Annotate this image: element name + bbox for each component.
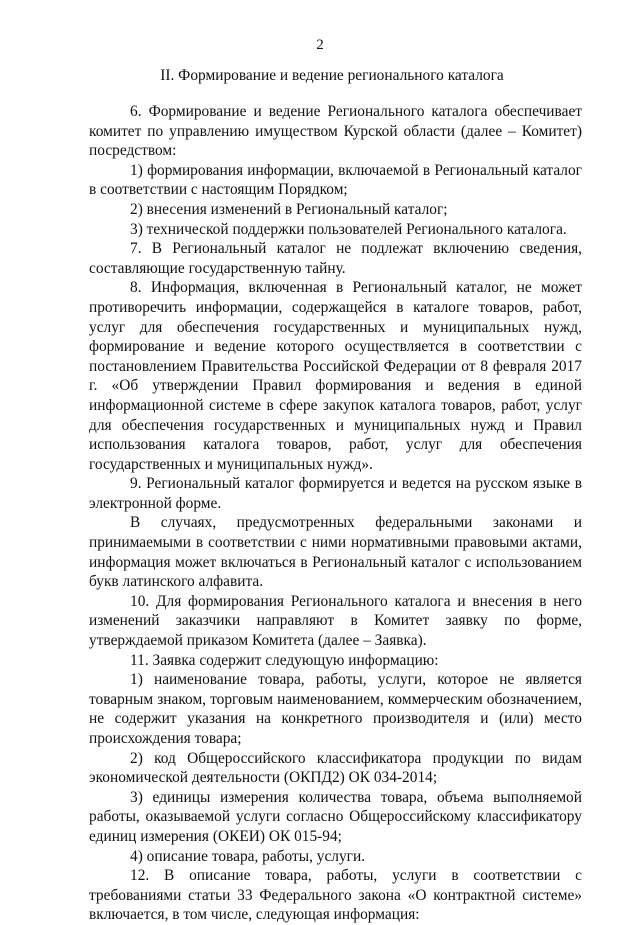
paragraph: 10. Для формирования Регионального каталога и внесения в него изменений заказчики направляют в Комитет заявку по форме, утверждаемой приказом Комитета (далее – Заявка). [89,592,582,650]
paragraph: 1) наименование товара, работы, услуги, которое не является товарным знаком, торговым наименованием, коммерческим обозначением, не содержит указания на конкретного производителя и (или) место происхождения товара; [89,671,582,747]
paragraph: 3) единицы измерения количества товара, объема выполняемой работы, оказываемой услуги согласно Общероссийскому классификатору единиц измерения (ОКЕИ) ОК 015-94; [89,788,582,845]
paragraph: 2) внесения изменений в Региональный каталог; [130,200,448,218]
paragraph: 8. Информация, включенная в Региональный каталог, не может противоречить информации, содержащейся в каталоге товаров, работ, услуг для обеспечения государственных и муниципальных нужд, формирование и ведение которого осуществляется в соответствии с постановлением Правительства Российской Федерации от 8 февраля 2017 г. «Об утверждении Правил формирования и ведения в единой информационной системе в сфере закупок каталога товаров, работ, услуг для обеспечения государственных и муниципальных нужд и Правил использования каталога товаров, работ, услуг для обеспечения государственных и муниципальных нужд». [89,279,582,473]
paragraph: 1) формирования информации, включаемой в Региональный каталог в соответствии с настоящим Порядком; [89,161,582,199]
section-title: II. Формирование и ведение регионального каталога [160,67,504,84]
paragraph: 2) код Общероссийского классификатора продукции по видам экономической деятельности (ОКПД2) ОК 034-2014; [89,749,582,787]
paragraph: В случаях, предусмотренных федеральными законами и принимаемыми в соответствии с ними нормативными правовыми актами, информация может включаться в Региональный каталог с использованием букв латинского алфавита. [89,514,582,591]
paragraph: 11. Заявка содержит следующую информацию: [130,651,439,669]
paragraph: 9. Региональный каталог формируется и ведется на русском языке в электронной форме. [89,475,582,512]
paragraph: 3) технической поддержки пользователей Регионального каталога. [130,220,567,238]
paragraph: 7. В Региональный каталог не подлежат включению сведения, составляющие государственную тайну. [89,240,582,277]
page-number: 2 [316,37,324,53]
paragraph: 4) описание товара, работы, услуги. [130,847,366,865]
document-body [89,102,582,925]
paragraph: 6. Формирование и ведение Регионального каталога обеспечивает комитет по управлению имуществом Курской области (далее – Комитет) посредством: [89,103,582,160]
paragraph: 12. В описание товара, работы, услуги в соответствии с требованиями статьи 33 Федерального закона «О контрактной системе» включается, в том числе, следующая информация: [89,867,582,924]
